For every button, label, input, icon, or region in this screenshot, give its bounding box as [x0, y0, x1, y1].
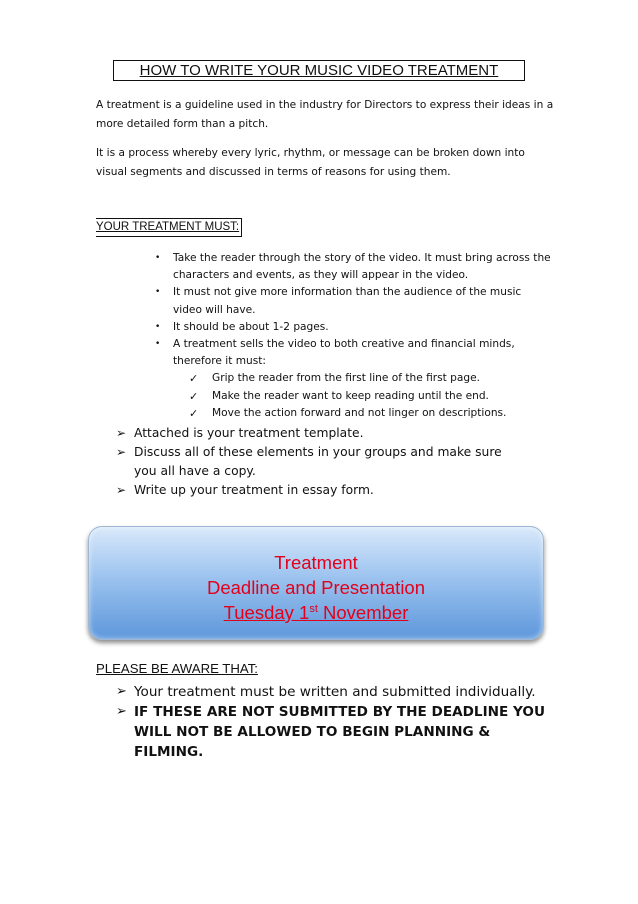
list-item [152, 319, 552, 336]
aware-heading: PLEASE BE AWARE THAT: [96, 661, 258, 676]
list-item [116, 424, 526, 443]
arrow-icon: ➢ [116, 684, 127, 699]
checklist-item-text: Grip the reader from the first line of the first page. [212, 372, 481, 385]
arrow-icon: ➢ [116, 426, 127, 440]
list-item-text: It must not give more information than the audience of the music video will have. [173, 286, 522, 316]
list-item-text: Attached is your treatment template. [134, 426, 364, 440]
arrow-icon: ➢ [116, 704, 127, 719]
page-title: HOW TO WRITE YOUR MUSIC VIDEO TREATMENT [113, 60, 525, 81]
list-item-text: Write up your treatment in essay form. [134, 483, 374, 497]
list-item [152, 284, 552, 318]
banner-date-suffix: st [309, 602, 318, 615]
banner-title: Treatment [274, 552, 358, 573]
check-icon: ✓ [189, 389, 199, 403]
checklist-item [173, 388, 552, 405]
list-item-text: Discuss all of these elements in your groups and make sure you all have a copy. [134, 445, 502, 478]
checklist-item [173, 370, 552, 387]
banner-date-day: Tuesday 1 [223, 602, 310, 623]
list-item-text: A treatment sells the video to both creative and financial minds, therefore it must: [173, 338, 515, 368]
intro-paragraph: A treatment is a guideline used in the industry for Directors to express their ideas in a more detailed form than a pitch. [96, 99, 554, 130]
bullet-icon: • [155, 321, 161, 332]
list-item [116, 481, 526, 500]
arrow-icon: ➢ [116, 445, 127, 459]
checklist [173, 370, 552, 422]
banner-date [89, 600, 543, 625]
list-item [152, 250, 552, 284]
list-item [116, 443, 526, 481]
bullet-icon: • [155, 287, 161, 298]
checklist-item-text: Move the action forward and not linger on descriptions. [212, 406, 507, 419]
list-item [152, 336, 552, 422]
must-list [152, 250, 552, 422]
list-item-text: It should be about 1-2 pages. [173, 320, 329, 333]
arrow-icon: ➢ [116, 483, 127, 497]
banner-date-month: November [317, 602, 409, 623]
list-item [116, 682, 546, 702]
deadline-banner [88, 526, 544, 640]
process-paragraph: It is a process whereby every lyric, rhythm, or message can be broken down into visual segments and discussed in terms of reasons for using them. [96, 147, 525, 178]
list-item-text: Your treatment must be written and submitted individually. [134, 684, 536, 700]
aware-list [116, 682, 546, 762]
list-item [116, 702, 546, 762]
bullet-icon: • [155, 339, 161, 350]
must-heading: YOUR TREATMENT MUST: [96, 218, 242, 237]
bullet-icon: • [155, 253, 161, 263]
list-item-text: Take the reader through the story of the video. It must bring across the characters and events, as they will appear in the video. [173, 252, 551, 282]
checklist-item [173, 405, 552, 422]
check-icon: ✓ [189, 372, 199, 386]
check-icon: ✓ [189, 406, 199, 420]
banner-subtitle: Deadline and Presentation [206, 577, 426, 598]
checklist-item-text: Make the reader want to keep reading until the end. [212, 389, 489, 402]
instructions-list [116, 424, 526, 500]
list-item-text: IF THESE ARE NOT SUBMITTED BY THE DEADLINE YOU WILL NOT BE ALLOWED TO BEGIN PLANNING & FILMING. [134, 704, 546, 760]
